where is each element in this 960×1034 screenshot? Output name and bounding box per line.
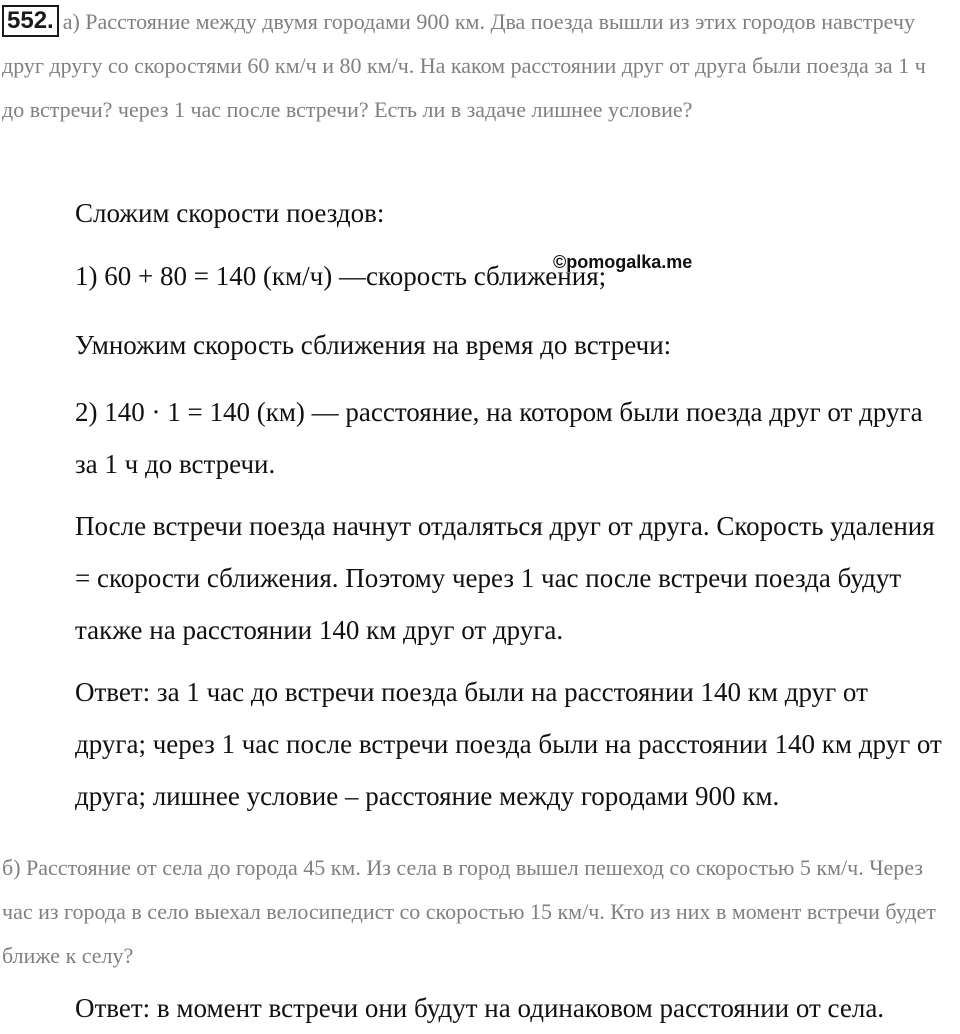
task-a-statement — [2, 0, 952, 132]
solution-a-step-2: 2) 140 · 1 = 140 (км) — расстояние, на котором были поезда друг от друга за 1 ч до встречи. — [75, 397, 923, 479]
task-a-text: а) Расстояние между двумя городами 900 км. Два поезда вышли из этих городов навстречу друг другу со скоростями 60 км/ч и 80 км/ч. На каком расстоянии друг от друга были поезда за 1 ч до встречи? через 1 час после встречи? Есть ли в задаче лишнее условие? — [2, 9, 926, 122]
solution-a-explanation: После встречи поезда начнут отдаляться друг от друга. Скорость удаления = скорости сближения. Поэтому через 1 час после встречи поезда будут также на расстоянии 140 км друг от друга. — [75, 511, 935, 645]
solution-a-answer: Ответ: за 1 час до встречи поезда были на расстоянии 140 км друг от друга; через 1 час после встречи поезда были на расстоянии 140 км друг от друга; лишнее условие – расстояние между городами 900 км. — [75, 677, 942, 811]
solution-a-intro: Сложим скорости поездов: — [75, 198, 385, 228]
task-number-badge: 552. — [2, 5, 59, 37]
solution-b-answer: Ответ: в момент встречи они будут на одинаковом расстоянии от села. — [75, 993, 885, 1023]
solution-a-step-1: 1) 60 + 80 = 140 (км/ч) —скорость сближения; — [75, 261, 607, 291]
watermark: ©pomogalka.me — [553, 252, 693, 272]
task-b-statement: б) Расстояние от села до города 45 км. Из села в город вышел пешеход со скоростью 5 км/ч. Через час из города в село выехал велосипедист со скоростью 15 км/ч. Кто из них в момент встречи будет ближе к селу? — [2, 855, 936, 968]
solution-a-intro-2: Умножим скорость сближения на время до встречи: — [75, 330, 672, 360]
